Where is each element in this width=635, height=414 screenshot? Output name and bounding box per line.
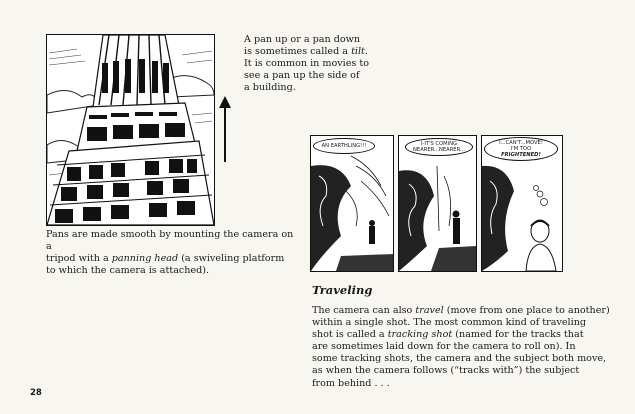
comic-panel-2 <box>398 135 477 272</box>
panning-caption-line-2: tripod with a panning head (a swiveling platform <box>46 253 285 265</box>
tilt-caption-line-1: A pan up or a pan down <box>244 34 361 45</box>
approaching-monster-drawing <box>399 136 476 271</box>
traveling-paragraph <box>312 305 612 390</box>
tilt-term: tilt <box>351 46 365 58</box>
traveling-line-6: as when the camera follows (“tracks with”) the subject <box>312 365 580 377</box>
tilt-caption-line-4: see a pan up the side of <box>244 70 360 82</box>
panel-3-speech-bubble <box>484 137 558 161</box>
panel-2-bubble-line-2: NEARER...NEARER... <box>413 147 465 153</box>
tilt-caption-line-3: It is common in movies to <box>244 58 370 70</box>
skyscraper-drawing <box>47 35 214 225</box>
tilt-caption <box>244 34 374 94</box>
building-illustration <box>46 34 215 226</box>
comic-panel-3 <box>481 135 563 272</box>
tilt-caption-line-2: is sometimes called a tilt. <box>244 46 368 58</box>
traveling-line-7: from behind . . . <box>312 377 390 389</box>
panel-3-bubble-line-3: FRIGHTENED! <box>501 152 541 158</box>
comic-panel-1 <box>310 135 394 272</box>
travel-term: travel <box>415 305 444 316</box>
traveling-line-5: some tracking shots, the camera and the subject both move, <box>312 353 607 365</box>
panel-1-speech-bubble: AN EARTHLING!!! <box>313 138 375 154</box>
traveling-line-4: are sometimes laid down for the camera to roll on). In <box>312 341 576 353</box>
traveling-line-2: within a single shot. The most common kind of traveling <box>312 317 587 329</box>
panel-3-bubble-line-1: I...CAN'T...MOVE! <box>499 140 543 146</box>
traveling-line-1: The camera can also travel (move from one place to another) <box>312 305 610 316</box>
panning-caption-line-1: Pans are made smooth by mounting the camera on a <box>46 229 294 253</box>
panel-2-speech-bubble <box>405 138 473 156</box>
pan-up-arrow-icon <box>219 96 231 162</box>
panel-3-bubble-line-2: I'M TOO <box>510 146 532 152</box>
tracking-shot-term: tracking shot <box>387 329 453 341</box>
panning-caption <box>46 229 296 277</box>
traveling-heading: Traveling <box>312 283 373 297</box>
panning-head-term: panning head <box>111 253 179 265</box>
panel-2-bubble-line-1: I-IT'S COMING <box>420 141 458 147</box>
page-number: 28 <box>30 388 42 398</box>
tilt-caption-line-5: a building. <box>244 82 296 94</box>
panning-caption-line-3: to which the camera is attached). <box>46 265 210 277</box>
earthling-monster-drawing <box>311 136 393 271</box>
traveling-line-3: shot is called a tracking shot (named for the tracks that <box>312 329 584 341</box>
